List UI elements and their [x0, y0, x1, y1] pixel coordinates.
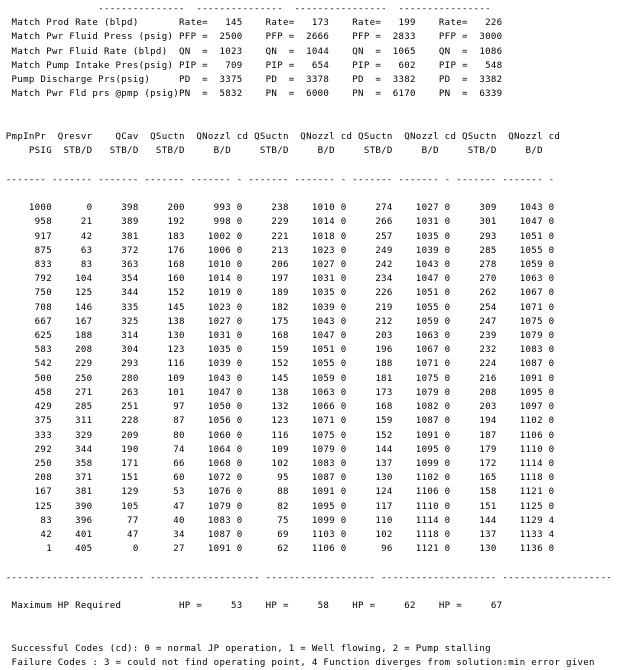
table-row-18: 250 358 171 66 1068 0 102 1083 0 137 1099 0 172 1114 0 — [0, 459, 561, 469]
summary-row-4: Pump Discharge Prs(psig) PD = 3375 PD = 3378 PD = 3382 PD = 3382 — [0, 75, 503, 86]
table-row-8: 667 167 325 138 1027 0 175 1043 0 212 1059 0 247 1075 0 — [0, 316, 561, 327]
table-row-20: 167 381 129 53 1076 0 88 1091 0 124 1106 0 158 1121 0 — [0, 487, 561, 498]
table-row-19: 208 371 151 60 1072 0 95 1087 0 130 1102 0 165 1118 0 — [0, 473, 561, 484]
table-row-21: 125 390 105 47 1079 0 82 1095 0 117 1110 0 151 1125 0 — [0, 501, 561, 512]
table-row-6: 750 125 344 152 1019 0 189 1035 0 226 1051 0 262 1067 0 — [0, 288, 561, 299]
table-row-10: 583 208 304 123 1035 0 159 1051 0 196 1067 0 232 1083 0 — [0, 345, 561, 356]
table-row-0: 1000 0 398 200 993 0 238 1010 0 274 1027 0 309 1043 0 — [0, 203, 561, 214]
spacer-8 — [0, 628, 640, 642]
table-row-2: 917 42 381 183 1002 0 221 1018 0 257 1035 0 293 1051 0 — [0, 231, 561, 242]
table-row-9: 625 188 314 130 1031 0 168 1047 0 203 1063 0 239 1079 0 — [0, 331, 561, 342]
table-row-13: 458 271 263 101 1047 0 138 1063 0 173 1079 0 208 1095 0 — [0, 387, 561, 398]
column-header-line-2: PSIG STB/D STB/D STB/D B/D STB/D B/D STB/D B/D STB/D B/D — [0, 146, 561, 157]
table-row-24: 1 405 0 27 1091 0 62 1106 0 96 1121 0 130 1136 0 — [0, 544, 561, 555]
summary-separator-top: --------------- --------------- ---------------- ---------------- — [0, 4, 491, 14]
column-rule: ------- ------- ------- ------- ------- - ------- ------- - ------- ------- - ------- ------- - — [0, 174, 555, 185]
column-header-line-1: PmpInPr Qresvr QCav QSuctn QNozzl cd QSuctn QNozzl cd QSuctn QNozzl cd QSuctn QNozzl cd — [0, 131, 561, 142]
table-row-23: 42 401 47 34 1087 0 69 1103 0 102 1118 0 137 1133 4 — [0, 530, 561, 541]
summary-row-1: Match Pwr Fluid Press (psig) PFP = 2500 PFP = 2666 PFP = 2833 PFP = 3000 — [0, 32, 503, 43]
summary-row-5: Match Pwr Fld prs @pmp (psig)PN = 5832 PN = 6000 PN = 6170 PN = 6339 — [0, 89, 503, 100]
table-row-3: 875 63 372 176 1006 0 213 1023 0 249 1039 0 285 1055 0 — [0, 245, 561, 256]
summary-row-0: Match Prod Rate (blpd) Rate= 145 Rate= 173 Rate= 199 Rate= 226 — [0, 18, 503, 29]
table-row-14: 429 285 251 97 1050 0 132 1066 0 168 1082 0 203 1097 0 — [0, 402, 561, 413]
spacer-3 — [0, 158, 640, 172]
summary-row-2: Match Pwr Fluid Rate (blpd) QN = 1023 QN = 1044 QN = 1065 QN = 1086 — [0, 46, 503, 57]
spacer-4 — [0, 187, 640, 201]
spacer-1 — [0, 102, 640, 116]
table-row-4: 833 83 363 168 1010 0 206 1027 0 242 1043 0 278 1059 0 — [0, 259, 561, 270]
table-row-12: 500 250 280 109 1043 0 145 1059 0 181 1075 0 216 1091 0 — [0, 373, 561, 384]
legend-failure-codes: Failure Codes : 3 = could not find operating point, 4 Function diverges from solution:min error given — [0, 658, 595, 669]
spacer-5 — [0, 557, 640, 571]
table-row-1: 958 21 389 192 998 0 229 1014 0 266 1031 0 301 1047 0 — [0, 217, 561, 228]
summary-row-3: Match Pump Intake Pres(psig) PIP = 709 PIP = 654 PIP = 602 PIP = 548 — [0, 60, 503, 71]
spacer-7 — [0, 613, 640, 627]
table-row-5: 792 104 354 160 1014 0 197 1031 0 234 1047 0 270 1063 0 — [0, 274, 561, 285]
spacer-2 — [0, 116, 640, 130]
max-hp-row: Maximum HP Required HP = 53 HP = 58 HP = 62 HP = 67 — [0, 601, 503, 612]
legend-successful-codes: Successful Codes (cd): 0 = normal JP operation, 1 = Well flowing, 2 = Pump stalling — [0, 643, 491, 654]
table-row-11: 542 229 293 116 1039 0 152 1055 0 188 1071 0 224 1087 0 — [0, 359, 561, 370]
table-separator-bottom: ------------------------ ------------------- ------------------- -------------------- ------------------- — [0, 572, 613, 583]
table-row-17: 292 344 190 74 1064 0 109 1079 0 144 1095 0 179 1110 0 — [0, 444, 561, 455]
table-row-15: 375 311 228 87 1056 0 123 1071 0 159 1087 0 194 1102 0 — [0, 416, 561, 427]
spacer-6 — [0, 585, 640, 599]
table-row-16: 333 329 209 80 1060 0 116 1075 0 152 1091 0 187 1106 0 — [0, 430, 561, 441]
table-row-7: 708 146 335 145 1023 0 182 1039 0 219 1055 0 254 1071 0 — [0, 302, 561, 313]
table-row-22: 83 396 77 40 1083 0 75 1099 0 110 1114 0 144 1129 4 — [0, 515, 561, 526]
